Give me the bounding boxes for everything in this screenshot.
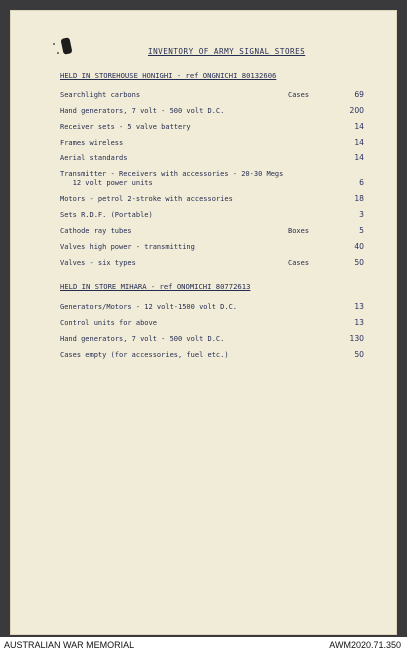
item-quantity: 6: [359, 178, 364, 187]
item-quantity: 200: [349, 106, 364, 115]
inventory-row: [60, 319, 370, 331]
paper-speck: [57, 52, 59, 54]
item-quantity: 69: [354, 90, 364, 99]
inventory-row: [60, 154, 370, 166]
inventory-row: [60, 303, 370, 315]
section-heading-mihara: HELD IN STORE MIHARA - ref ONOMICHI 80772613: [60, 282, 251, 291]
item-description: Valves high power - transmitting: [60, 243, 195, 251]
archive-footer: [0, 637, 407, 653]
item-quantity: 50: [354, 350, 364, 359]
item-description: Receiver sets - 5 valve battery: [60, 123, 191, 131]
item-unit: Cases: [288, 259, 310, 267]
item-description: Valves - six types: [60, 259, 136, 267]
item-quantity: 14: [354, 122, 364, 131]
item-description: Control units for above: [60, 319, 157, 327]
item-description: Motors - petrol 2-stroke with accessories: [60, 195, 233, 203]
document-page: [10, 10, 397, 635]
item-quantity: 14: [354, 138, 364, 147]
item-description: Generators/Motors - 12 volt-1500 volt D.C.: [60, 303, 238, 311]
inventory-row: [60, 227, 370, 239]
item-quantity: 3: [359, 210, 364, 219]
item-description: Aerial standards: [60, 154, 128, 162]
item-quantity: 50: [354, 258, 364, 267]
inventory-row: [60, 123, 370, 135]
inventory-row: [60, 351, 370, 363]
punch-hole-mark: [60, 37, 72, 55]
inventory-row: [60, 139, 370, 151]
inventory-row: [60, 211, 370, 223]
inventory-row: [60, 91, 370, 103]
item-description: Cathode ray tubes: [60, 227, 132, 235]
paper-speck: [53, 43, 55, 45]
section-heading-honighi: HELD IN STOREHOUSE HONIGHI - ref ONGNICHI 80132606: [60, 71, 277, 80]
item-description: Hand generators, 7 volt - 500 volt D.C.: [60, 107, 225, 115]
item-description: Hand generators, 7 volt - 500 volt D.C.: [60, 335, 225, 343]
footer-accession-number: AWM2020.71.350: [329, 640, 401, 650]
item-description: Frames wireless: [60, 139, 124, 147]
inventory-row: [60, 243, 370, 255]
item-quantity: 130: [349, 334, 364, 343]
inventory-row: [60, 335, 370, 347]
document-title: INVENTORY OF ARMY SIGNAL STORES: [148, 47, 306, 56]
item-description: Sets R.D.F. (Portable): [60, 211, 153, 219]
inventory-row: [60, 195, 370, 207]
item-quantity: 14: [354, 153, 364, 162]
inventory-row: [60, 170, 370, 192]
item-quantity: 5: [359, 226, 364, 235]
item-description: Cases empty (for accessories, fuel etc.): [60, 351, 229, 359]
item-quantity: 40: [354, 242, 364, 251]
item-unit: Boxes: [288, 227, 310, 235]
inventory-row: [60, 259, 370, 271]
item-description: Searchlight carbons: [60, 91, 141, 99]
footer-institution: AUSTRALIAN WAR MEMORIAL: [4, 640, 135, 650]
item-unit: Cases: [288, 91, 310, 99]
item-quantity: 13: [354, 318, 364, 327]
inventory-row: [60, 107, 370, 119]
item-quantity: 18: [354, 194, 364, 203]
item-quantity: 13: [354, 302, 364, 311]
item-description: Transmitter - Receivers with accessories - 20-30 Megs 12 volt power units: [60, 170, 284, 187]
